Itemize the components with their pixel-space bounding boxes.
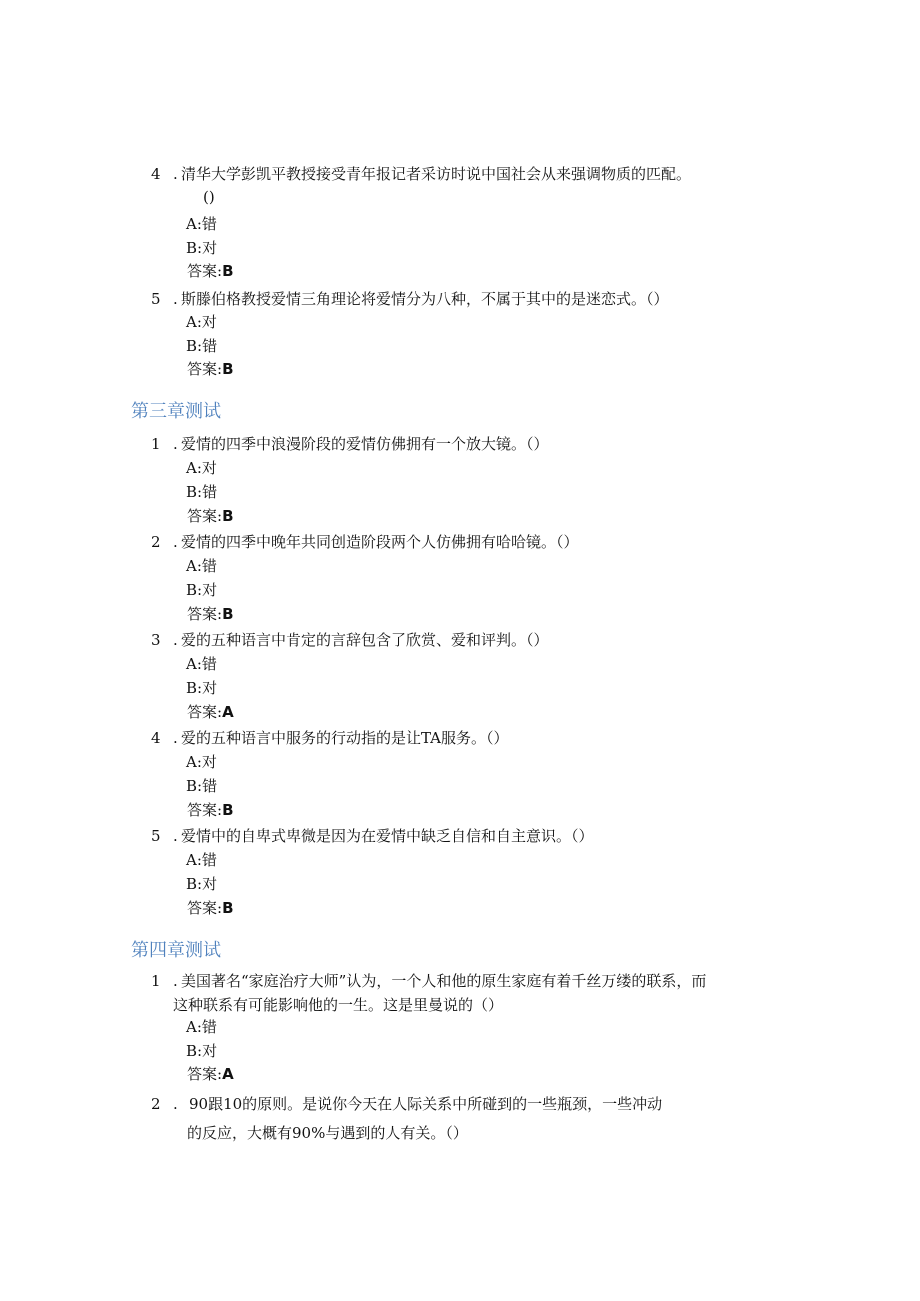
question-text: 爱情中的自卑式卑微是因为在爱情中缺乏自信和自主意识。（） bbox=[181, 827, 594, 845]
answer-value: A bbox=[222, 703, 234, 721]
question-number: 5 bbox=[151, 290, 161, 308]
question-number: 4 bbox=[151, 729, 161, 747]
question-text: 爱的五种语言中肯定的言辞包含了欣赏、爱和评判。（） bbox=[181, 631, 549, 649]
question-text: 清华大学彭凯平教授接受青年报记者采访时说中国社会从来强调物质的匹配。 bbox=[181, 165, 692, 183]
answer-value: B bbox=[222, 507, 234, 525]
question-paren: () bbox=[203, 188, 215, 206]
answer-value: B bbox=[222, 899, 234, 917]
option-a: A:错 bbox=[186, 215, 217, 233]
option-a: A:错 bbox=[186, 851, 217, 869]
question-text: 90跟10的原则。是说你今天在人际关系中所碰到的一些瓶颈，一些冲动 bbox=[189, 1095, 663, 1113]
answer-label: 答案: bbox=[187, 1065, 223, 1083]
option-a: A:错 bbox=[186, 557, 217, 575]
question-number: 4 bbox=[151, 165, 161, 183]
question-text: 爱情的四季中浪漫阶段的爱情仿佛拥有一个放大镜。（） bbox=[181, 435, 549, 453]
option-b: B:对 bbox=[186, 1042, 218, 1060]
question-text-continued: 的反应，大概有90%与遇到的人有关。（） bbox=[187, 1124, 468, 1142]
option-b: B:对 bbox=[186, 679, 218, 697]
option-a: A:错 bbox=[186, 655, 217, 673]
answer-value: B bbox=[222, 360, 234, 378]
question-number: 1 bbox=[151, 435, 161, 453]
answer-value: A bbox=[222, 1065, 234, 1083]
option-b: B:错 bbox=[186, 483, 218, 501]
answer bbox=[187, 898, 234, 918]
question-number: 1 bbox=[151, 972, 161, 990]
option-a: A:对 bbox=[186, 459, 217, 477]
question-number: 5 bbox=[151, 827, 161, 845]
answer-label: 答案: bbox=[187, 703, 223, 721]
question-dot: . bbox=[173, 165, 178, 183]
question-text-continued: 这种联系有可能影响他的一生。这是里曼说的（） bbox=[173, 996, 504, 1014]
option-a: A:错 bbox=[186, 1018, 217, 1036]
answer bbox=[187, 702, 234, 722]
answer-value: B bbox=[222, 605, 234, 623]
option-b: B:错 bbox=[186, 777, 218, 795]
question-dot: . bbox=[173, 972, 178, 990]
chapter-3-heading: 第三章测试 bbox=[131, 401, 221, 422]
option-b: B:对 bbox=[186, 875, 218, 893]
answer bbox=[187, 1064, 234, 1084]
question-dot: . bbox=[173, 631, 178, 649]
option-a: A:对 bbox=[186, 313, 217, 331]
question-text: 爱情的四季中晚年共同创造阶段两个人仿佛拥有哈哈镜。（） bbox=[181, 533, 579, 551]
question-text: 美国著名“家庭治疗大师”认为，一个人和他的原生家庭有着千丝万缕的联系，而 bbox=[181, 972, 707, 990]
question-text: 斯滕伯格教授爱情三角理论将爱情分为八种，不属于其中的是迷恋式。（） bbox=[181, 290, 669, 308]
option-b: B:对 bbox=[186, 239, 218, 257]
chapter-4-heading: 第四章测试 bbox=[131, 940, 221, 961]
question-number: 3 bbox=[151, 631, 161, 649]
question-dot: . bbox=[173, 1095, 178, 1113]
question-dot: . bbox=[173, 729, 178, 747]
question-number: 2 bbox=[151, 1095, 161, 1113]
answer-label: 答案: bbox=[187, 262, 223, 280]
question-text: 爱的五种语言中服务的行动指的是让TA服务。（） bbox=[181, 729, 509, 747]
answer-value: B bbox=[222, 262, 234, 280]
question-dot: . bbox=[173, 533, 178, 551]
answer bbox=[187, 604, 234, 624]
option-a: A:对 bbox=[186, 753, 217, 771]
answer-label: 答案: bbox=[187, 899, 223, 917]
question-dot: . bbox=[173, 827, 178, 845]
answer-label: 答案: bbox=[187, 801, 223, 819]
option-b: B:对 bbox=[186, 581, 218, 599]
option-b: B:错 bbox=[186, 337, 218, 355]
answer-value: B bbox=[222, 801, 234, 819]
answer bbox=[187, 261, 234, 281]
answer bbox=[187, 359, 234, 379]
answer-label: 答案: bbox=[187, 507, 223, 525]
question-dot: . bbox=[173, 435, 178, 453]
answer bbox=[187, 506, 234, 526]
answer bbox=[187, 800, 234, 820]
question-dot: . bbox=[173, 290, 178, 308]
answer-label: 答案: bbox=[187, 605, 223, 623]
question-number: 2 bbox=[151, 533, 161, 551]
answer-label: 答案: bbox=[187, 360, 223, 378]
